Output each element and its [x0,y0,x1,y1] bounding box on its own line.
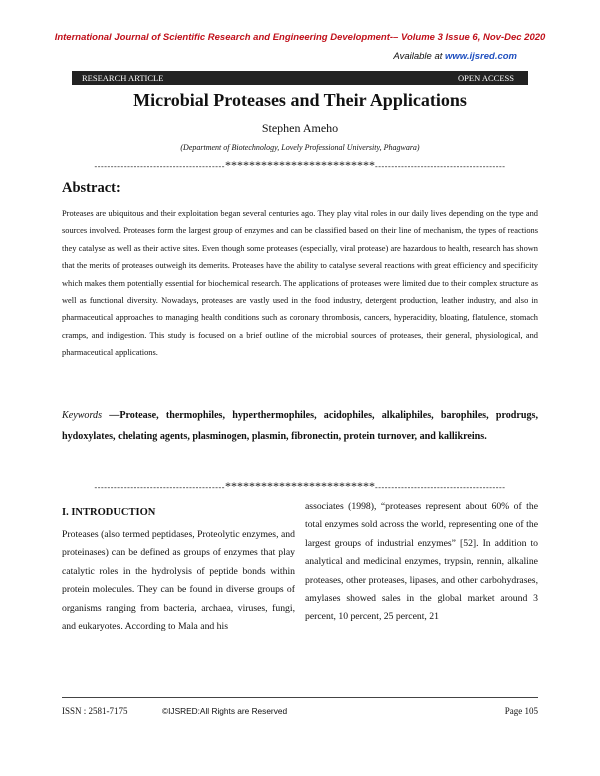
separator-dashes-left: ---------------------------------------- [94,483,225,492]
introduction-heading: I. INTRODUCTION [62,507,156,518]
availability-line [393,51,517,62]
article-type-label: RESEARCH ARTICLE [82,73,164,83]
separator-stars: ************************* [225,479,375,493]
separator-bottom [62,478,538,494]
separator-top [62,157,538,173]
keywords-block [62,405,538,447]
abstract-heading: Abstract: [62,180,121,196]
separator-dashes-right: ---------------------------------------- [375,162,506,171]
keywords-text: —Protease, thermophiles, hyperthermophiles, acidophiles, alkaliphiles, barophiles, prodrugs, hydoxylates, chelating agents, plasminogen, plasmin, fibronectin, protein turnover, and kallikreins. [62,410,538,442]
available-label: Available at [393,51,446,62]
journal-url-link[interactable]: www.ijsred.com [445,51,517,62]
intro-right-column: associates (1998), “proteases represent about 60% of the total enzymes sold across the world, representing one of the largest groups of industrial enzymes” [52]. In addition to analytical and medicinal enzymes, trypsin, rennin, alkaline proteases, other proteases, lipases, and other carbohydrases, amylases showed sales in the global market around 3 percent, 10 percent, 25 percent, 21 [305,501,538,623]
paper-title: Microbial Proteases and Their Applications [133,90,467,110]
page-footer [62,697,538,728]
author-name: Stephen Ameho [261,121,339,135]
footer-page-number: Page 105 [504,706,538,716]
keywords-label: Keywords [62,410,103,421]
article-type-band [72,71,528,85]
footer-copyright: ©IJSRED:All Rights are Reserved [162,706,288,716]
footer-issn: ISSN : 2581-7175 [62,706,128,716]
abstract-text: Proteases are ubiquitous and their exploitation began several centuries ago. They play vital roles in our daily lives depending on the type and sources involved. Proteases form the largest group of enzymes and can be classified based on their line of mechanism, the types of reactions they catalyse as well as their active sites. Even though some proteases (especially, viral protease) are hazardous to health, research has shown that the merits of proteases outweigh its demerits. Proteases have the ability to catalyse several reactions with great efficiency and specificity which makes them potentially essential for biochemical research. The applications of proteases were limited due to their complex structure as well as functional diversity. Nowadays, proteases are vastly used in the food industry, detergent production, leather industry, and also in pharmaceutical approaches to managing health conditions such as coronary thrombosis, cancers, hyperacidity, bloating, flatulence, stomach cramps, and indigestion. This study is focused on a brief outline of the microbial sources of proteases, their general, physiological, and pharmaceutical applications. [62,209,538,358]
intro-left-column: Proteases (also termed peptidases, Proteolytic enzymes, and proteinases) can be defined as groups of enzymes that play catalytic roles in the hydrolysis of peptide bonds within protein molecules. They can be found in diverse groups of organisms ranging from bacteria, archaea, viruses, fungi, and eukaryotes. According to Mala and his [62,529,295,633]
separator-dashes-right: ---------------------------------------- [375,483,506,492]
separator-stars: ************************* [225,158,375,172]
separator-dashes-left: ---------------------------------------- [94,162,225,171]
author-affiliation: (Department of Biotechnology, Lovely Professional University, Phagwara) [180,143,420,152]
journal-header: International Journal of Scientific Research and Engineering Development-– Volume 3 Issue 6, Nov-Dec 2020 [54,32,546,43]
open-access-label: OPEN ACCESS [458,73,514,83]
